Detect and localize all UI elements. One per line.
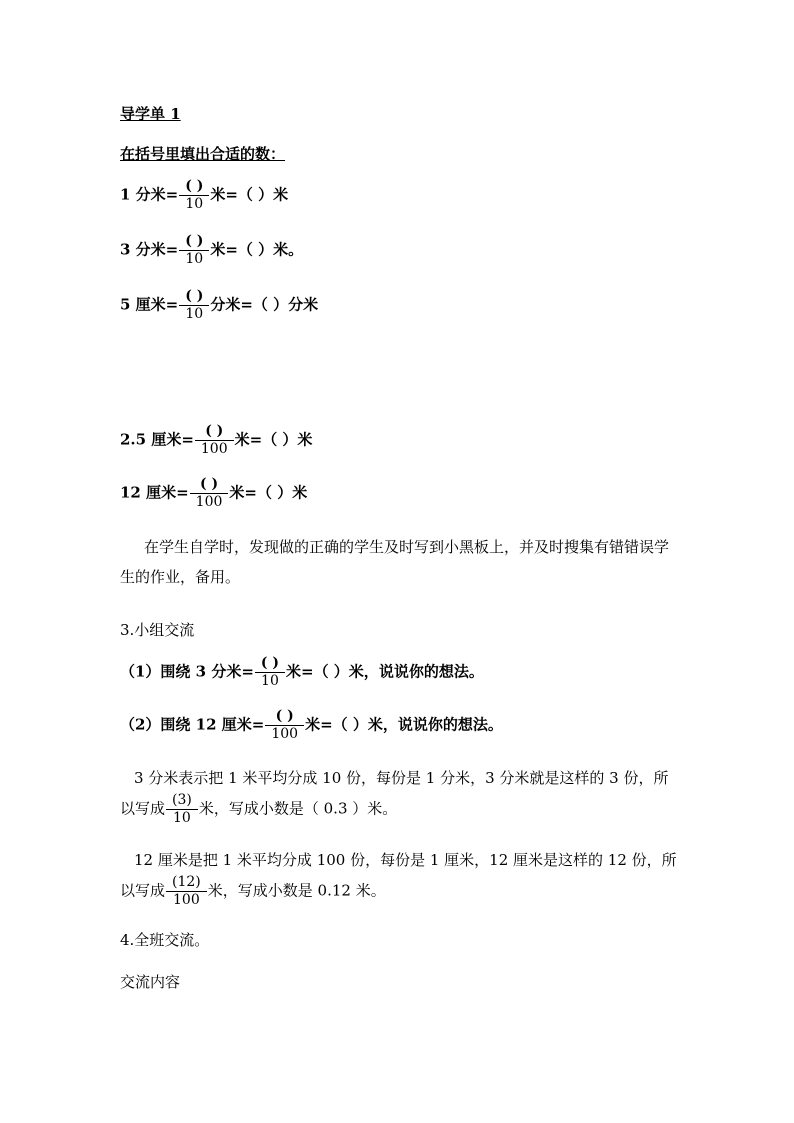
explanation-2-line-1: 12 厘米是把 1 米平均分成 100 份，每份是 1 厘米，12 厘米是这样的 12 份，所 — [134, 851, 677, 869]
equation-row-3: 5 厘米= $\frac{( )}{10}$ 分米=（ ）分米 — [120, 288, 319, 322]
section-4-heading: 4.全班交流。 — [120, 931, 210, 949]
equation-row-2: 3 分米= $\frac{( )}{10}$ 米=（ ）米。 — [120, 233, 304, 267]
question-2: （2）围绕 12 厘米= $\frac{( )}{100}$ 米=（ ）米，说说你的想法。 — [120, 708, 503, 742]
explanation-1-line-2: 以写成 $\frac{(3)}{10}$ 米，写成小数是（ 0.3 ）米。 — [120, 792, 398, 826]
fraction: $\frac{(12)}{100}$ — [166, 874, 207, 909]
fraction: $\frac{( )}{10}$ — [255, 655, 285, 690]
equation-row-5: 12 厘米= $\frac{( )}{100}$ 米=（ ）米 — [120, 476, 308, 510]
fraction: $\frac{( )}{10}$ — [179, 233, 209, 268]
explanation-2-line-2: 以写成 $\frac{(12)}{100}$ 米，写成小数是 0.12 米。 — [120, 874, 386, 908]
teacher-note: 在学生自学时，发现做的正确的学生及时写到小黑板上，并及时搜集有错错误学生的作业，备用。 — [120, 538, 670, 586]
explanation-1-line-1: 3 分米表示把 1 米平均分成 10 份，每份是 1 分米，3 分米就是这样的 3 份，所 — [134, 769, 669, 787]
fraction: $\frac{( )}{100}$ — [195, 423, 234, 458]
question-1: （1）围绕 3 分米= $\frac{( )}{10}$ 米=（ ）米，说说你的想法。 — [120, 655, 484, 689]
fraction: $\frac{( )}{100}$ — [190, 476, 229, 511]
fraction: $\frac{(3)}{10}$ — [166, 792, 198, 827]
fraction: $\frac{( )}{10}$ — [179, 178, 209, 213]
equation-row-4: 2.5 厘米= $\frac{( )}{100}$ 米=（ ）米 — [120, 423, 313, 457]
section-3-heading: 3.小组交流 — [120, 621, 195, 639]
equation-row-1: 1 分米= $\frac{( )}{10}$ 米=（ ）米 — [120, 178, 289, 212]
fraction: $\frac{( )}{100}$ — [265, 708, 304, 743]
fraction: $\frac{( )}{10}$ — [179, 288, 209, 323]
page-title: 导学单 1 — [120, 105, 181, 123]
instruction: 在括号里填出合适的数： — [120, 145, 286, 163]
section-5-heading: 交流内容 — [120, 973, 181, 991]
